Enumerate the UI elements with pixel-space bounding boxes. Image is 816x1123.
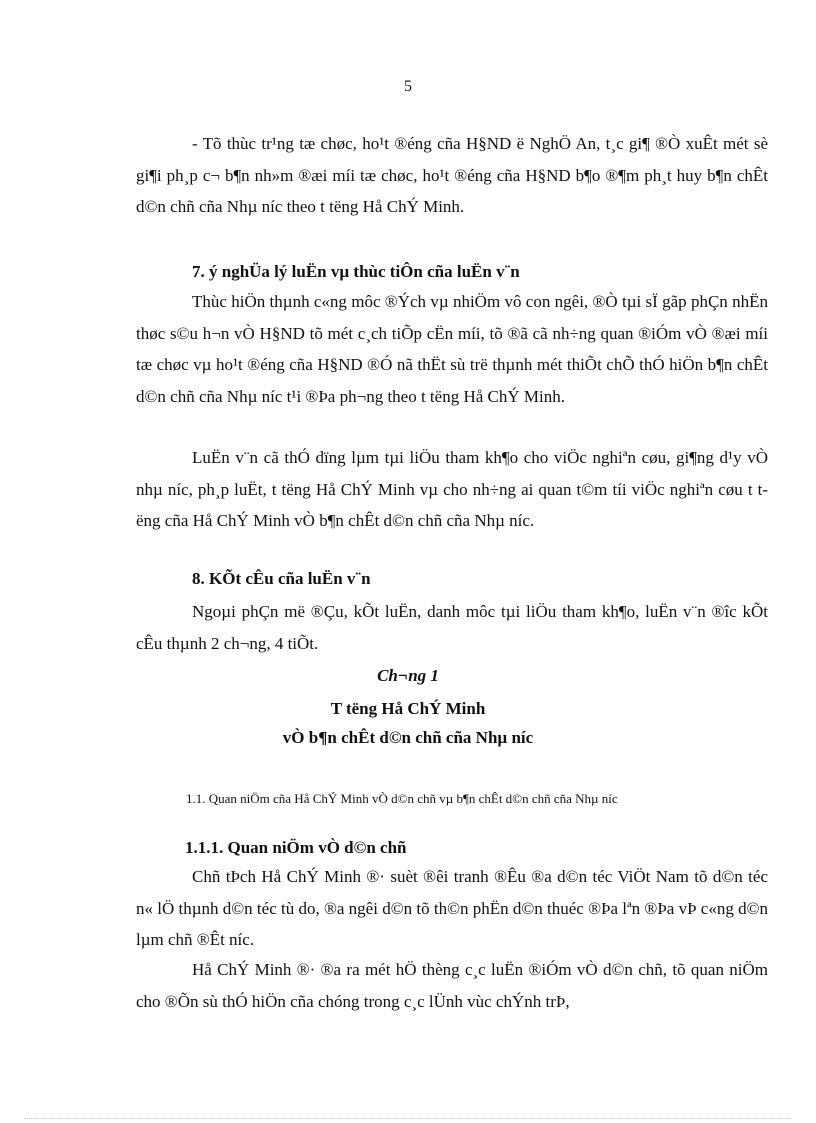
paragraph-solutions: - Tõ thùc tr¹ng tæ chøc, ho¹t ®éng cña H§ND ë NghÖ An, t¸c gi¶ ®Ò xuÊt mét sè gi¶i ph¸p c¬ b¶n nh»m ®æi míi tæ chøc, ho¹t ®éng cña H§ND b¶o ®¶m ph¸t huy b¶n chÊt d©n chñ cña Nhµ níc theo t tëng Hå ChÝ Minh. (136, 134, 768, 216)
heading-structure: 8. KÕt cÊu cña luËn v¨n (192, 569, 371, 588)
paragraph-reference-use: LuËn v¨n cã thÓ dïng lµm tµi liÖu tham kh¶o cho viÖc nghiªn cøu, gi¶ng d¹y vÒ nhµ níc, ph¸p luËt, t tëng Hå ChÝ Minh vµ cho nh÷ng ai quan t©m tíi viÖc nghiªn cøu t tëng cña Hå ChÝ Minh vÒ b¶n chÊt d©n chñ cña Nhµ níc. (136, 448, 768, 530)
paragraph-democracy-views: Hå ChÝ Minh ®· ®a ra mét hÖ thèng c¸c luËn ®iÓm vÒ d©n chñ, tõ quan niÖm cho ®Õn sù thÓ hiÖn cña chóng trong c¸c lÜnh vùc chÝnh trÞ, (136, 960, 768, 1011)
paragraph-democracy-struggle: Chñ tÞch Hå ChÝ Minh ®· suèt ®êi tranh ®Êu ®a d©n téc ViÖt Nam tõ d©n téc n« lÖ thµnh d©n téc tù do, ®a ngêi d©n tõ th©n phËn d©n thuéc ®Þa lªn ®Þa vÞ c«ng d©n lµm chñ ®Êt níc. (136, 867, 769, 949)
heading-significance: 7. ý nghÜa lý luËn vµ thùc tiÔn cña luËn v¨n (192, 262, 520, 281)
chapter-title-line-1: T tëng Hå ChÝ Minh (330, 699, 486, 718)
chapter-label: Ch¬ng 1 (377, 666, 439, 685)
heading-1-1-1: 1.1.1. Quan niÖm vÒ d©n chñ (185, 838, 407, 857)
page-bottom-rule (24, 1118, 792, 1119)
chapter-title-line-2: vÒ b¶n chÊt d©n chñ cña Nhµ níc (282, 728, 534, 747)
paragraph-significance: Thùc hiÖn thµnh c«ng môc ®Ých vµ nhiÖm vô con ngêi, ®Ò tµi sÏ gãp phÇn nhËn thøc s©u h¬n vÒ H§ND tõ mét c¸ch tiÕp cËn míi, tõ ®ã cã nh÷ng quan ®iÓm vÒ ®æi míi tæ chøc vµ ho¹t ®éng cña H§ND ®Ó nã thËt sù trë thµnh mét thiÕt chÕ thÓ hiÖn b¶n chÊt d©n chñ cña Nhµ níc t¹i ®Þa ph¬ng theo t tëng Hå ChÝ Minh. (136, 292, 768, 406)
page-number: 5 (404, 78, 412, 95)
section-heading-1-1: 1.1. Quan niÖm cña Hå ChÝ Minh vÒ d©n chñ vµ b¶n chÊt d©n chñ cña Nhµ níc (186, 791, 618, 806)
paragraph-structure: Ngoµi phÇn më ®Çu, kÕt luËn, danh môc tµi liÖu tham kh¶o, luËn v¨n ®îc kÕt cÊu thµnh 2 ch¬ng, 4 tiÕt. (136, 602, 768, 653)
